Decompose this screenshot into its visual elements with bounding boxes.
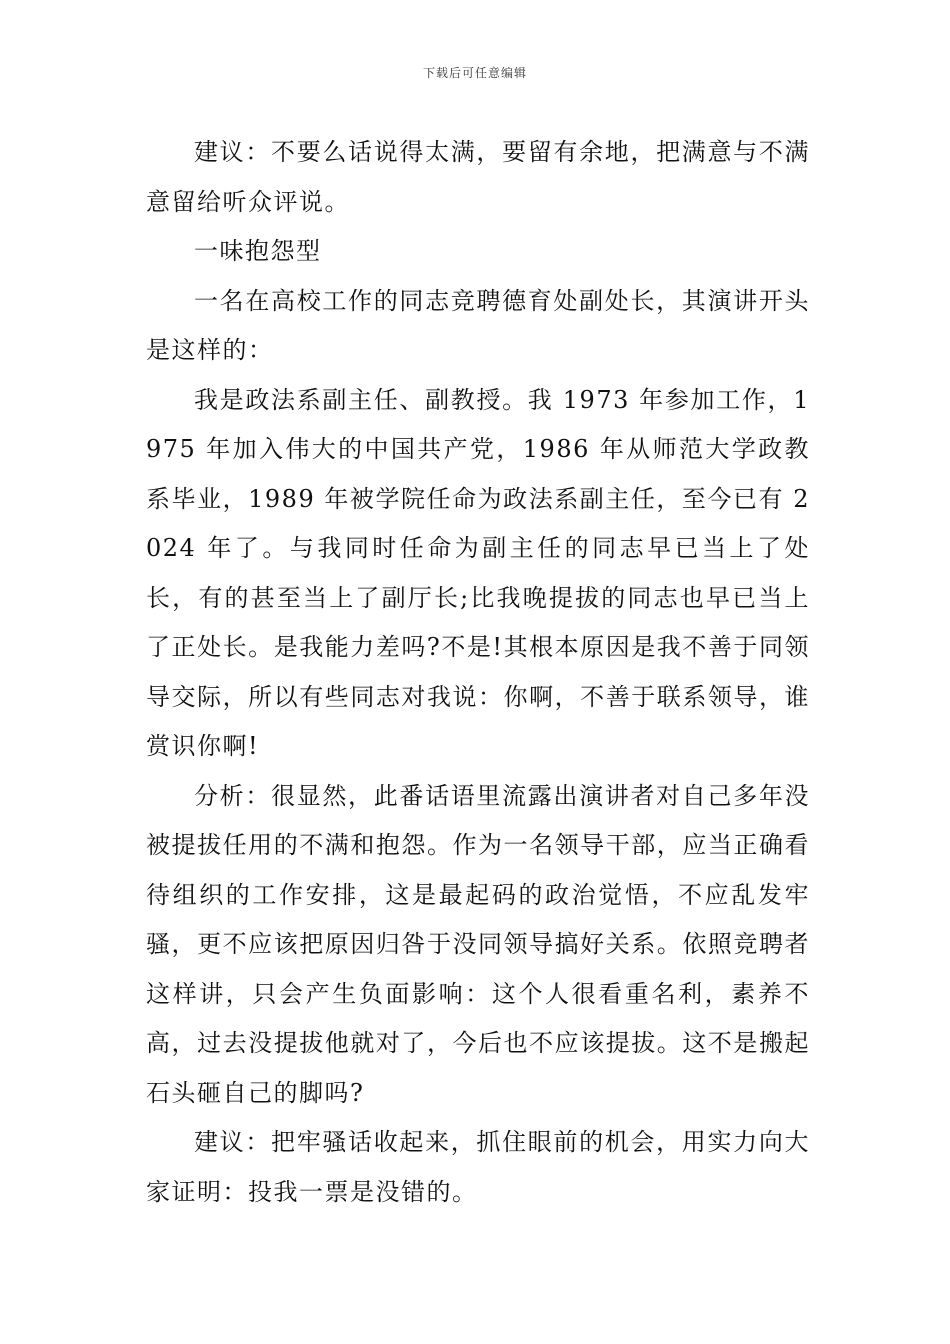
section-heading: 一味抱怨型 bbox=[194, 237, 322, 265]
paragraph-analysis: 分析：很显然，此番话语里流露出演讲者对自己多年没被提拔任用的不满和抱怨。作为一名领导干部，应当正确看待组织的工作安排，这是最起码的政治觉悟，不应乱发牢骚，更不应该把原因归咎于没同领导搞好关系。依照竞聘者这样讲，只会产生负面影响：这个人很看重名利，素养不高，过去没提拔他就对了，今后也不应该提拔。这不是搬起石头砸自己的脚吗? bbox=[146, 781, 810, 1107]
paragraph-suggestion-1: 建议：不要么话说得太满，要留有余地，把满意与不满意留给听众评说。 bbox=[146, 138, 810, 216]
paragraph-intro: 一名在高校工作的同志竞聘德育处副处长，其演讲开头是这样的： bbox=[146, 286, 810, 364]
paragraph-suggestion-2: 建议：把牢骚话收起来，抓住眼前的机会，用实力向大家证明：投我一票是没错的。 bbox=[146, 1128, 810, 1206]
page-header-note: 下载后可任意编辑 bbox=[422, 66, 527, 80]
paragraph-speech-quote: 我是政法系副主任、副教授。我 1973 年参加工作，1975 年加入伟大的中国共产党，1986 年从师范大学政教系毕业，1989 年被学院任命为政法系副主任，至今已有 2024 年了。与我同时任命为副主任的同志早已当上了处长，有的甚至当上了副厅长;比我晚提拔的同志也早已当上了正处长。是我能力差吗?不是!其根本原因是我不善于同领导交际，所以有些同志对我说：你啊，不善于联系领导，谁赏识你啊! bbox=[146, 385, 810, 760]
document-body bbox=[146, 128, 810, 1217]
